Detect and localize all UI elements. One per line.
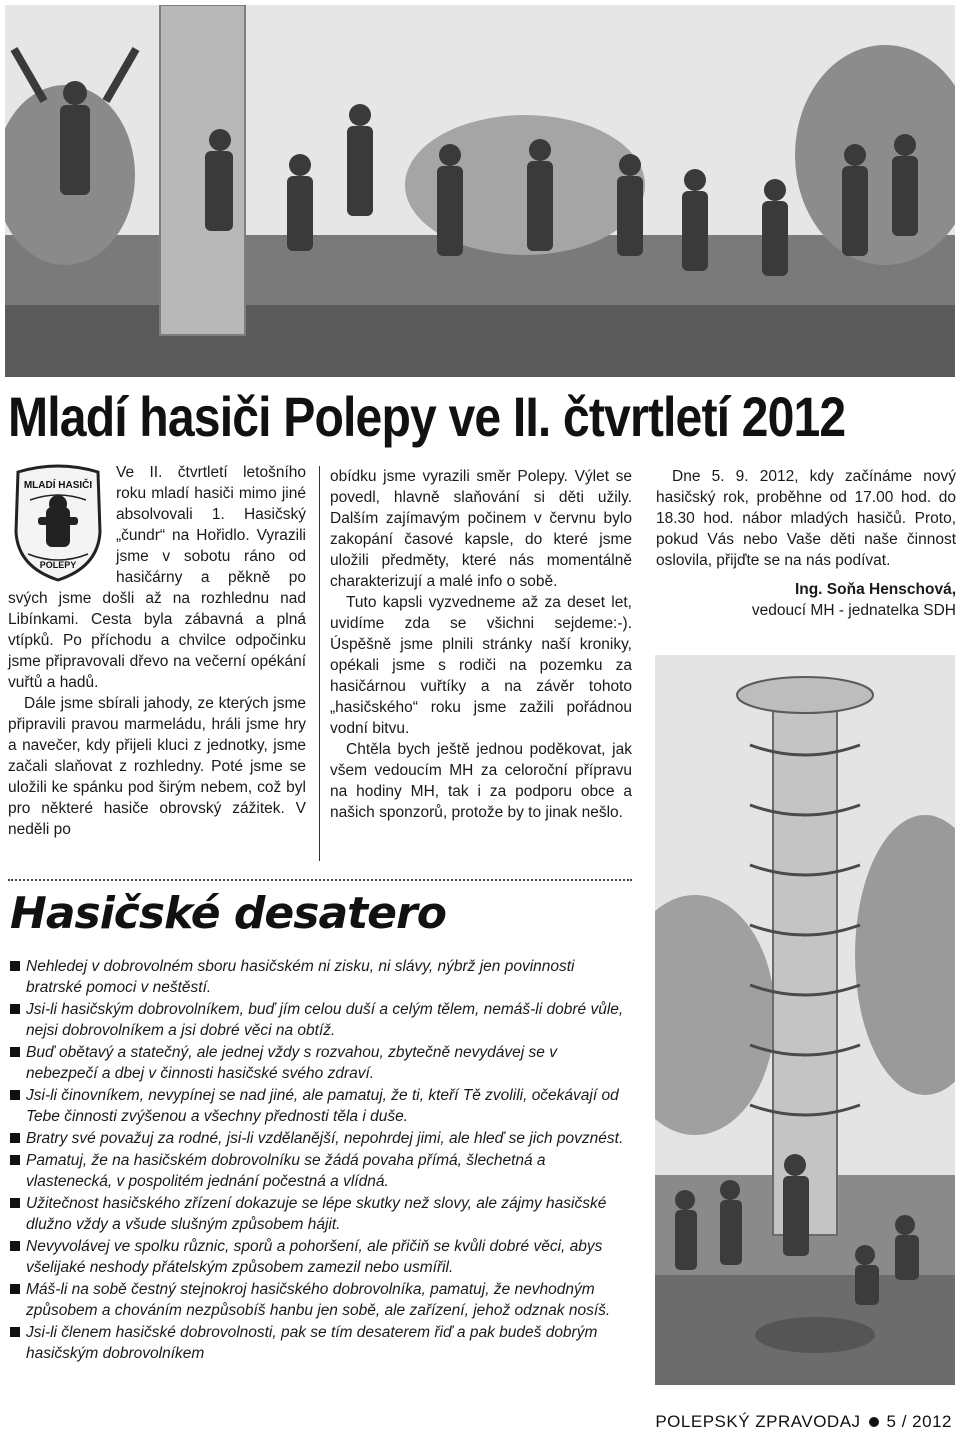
bullet-square-icon	[10, 1241, 20, 1251]
list-item: Jsi-li členem hasičské dobrovolnosti, pak se tím desaterem řiď a pak budeš dobrým hasičským dobrovolníkem	[8, 1322, 632, 1364]
publication-name: POLEPSKÝ ZPRAVODAJ	[655, 1412, 861, 1431]
article-column-2	[330, 466, 632, 823]
bullet-square-icon	[10, 1090, 20, 1100]
bullet-square-icon	[10, 1133, 20, 1143]
article-column-3	[656, 466, 956, 621]
list-item: Jsi-li činovníkem, nevypínej se nad jiné, ale pamatuj, že ti, kteří Tě zvolili, očekávají od Tebe činnosti zvýšenou a všechny přednosti těla i duše.	[8, 1085, 632, 1127]
article-paragraph: Dne 5. 9. 2012, kdy začínáme nový hasičský rok, proběhne od 17.00 hod. do 18.30 hod. nábor mladých hasičů. Proto, pokud Vás nebo Vaše děti naše činnost oslovila, přijďte se na nás podívat.	[656, 468, 956, 569]
page-title: Mladí hasiči Polepy ve II. čtvrtletí 2012	[8, 385, 846, 448]
column-divider	[319, 466, 320, 861]
bullet-square-icon	[10, 1198, 20, 1208]
bullet-square-icon	[10, 1284, 20, 1294]
author-role: vedoucí MH - jednatelka SDH	[751, 602, 956, 619]
list-item: Buď obětavý a statečný, ale jednej vždy s rozvahou, zbytečně nevydávej se v nebezpečí a dbej v činnosti hasičské svého zdraví.	[8, 1042, 632, 1084]
list-item: Nehledej v dobrovolném sboru hasičském ni zisku, ni slávy, nýbrž jen povinnosti bratrské pomoci v neštěstí.	[8, 956, 632, 998]
tower-photo	[655, 655, 955, 1385]
section-divider	[8, 879, 632, 881]
page-footer	[655, 1412, 952, 1432]
list-item: Máš-li na sobě čestný stejnokroj hasičského dobrovolníka, pamatuj, že nevhodným způsobem a chováním nezpůsobíš hanbu jen sobě, ale zařízení, jehož odznak nosíš.	[8, 1279, 632, 1321]
desatero-title: Hasičské desatero	[10, 888, 446, 939]
list-item: Nevyvolávej ve spolku různic, sporů a pohoršení, ale přičiň se kvůli dobré věci, abys všelijaké neshody přátelským způsobem zamezil nebo usmířil.	[8, 1236, 632, 1278]
bullet-square-icon	[10, 1327, 20, 1337]
article-paragraph: obídku jsme vyrazili směr Polepy. Výlet se povedl, hlavně slaňování si děti užily. Dalším zajímavým počinem v červnu bylo zakopání časové kapsle, do které jsme uložili předměty, které nás momentálně charakterizují a malé info o sobě.	[330, 468, 632, 590]
bullet-square-icon	[10, 1004, 20, 1014]
group-jump-illustration	[5, 5, 955, 377]
svg-text:POLEPY: POLEPY	[39, 560, 77, 570]
list-item: Pamatuj, že na hasičském dobrovolníku se žádá povaha přímá, šlechetná a vlastenecká, v pospolitém jednání počestná a vlídná.	[8, 1150, 632, 1192]
desatero-list	[8, 956, 632, 1365]
list-item: Užitečnost hasičského zřízení dokazuje se lépe skutky než slovy, ale zájmy hasičské dlužno vždy a všude slušným způsobem hájit.	[8, 1193, 632, 1235]
group-jump-photo	[5, 5, 955, 377]
tower-illustration	[655, 655, 955, 1385]
bullet-square-icon	[10, 961, 20, 971]
bullet-square-icon	[10, 1047, 20, 1057]
issue-number: 5 / 2012	[886, 1412, 952, 1431]
article-paragraph: Dále jsme sbírali jahody, ze kterých jsme připravili pravou marmeládu, hráli jsme hry a navečer, kdy přijeli kluci z jednotky, jsme začali slaňovat z rozhledny. Poté jsme se uložili ke spánku pod širým nebem, což byl pro některé hasiče obrovský zážitek. V neděli po	[8, 695, 306, 838]
mladi-hasici-badge-logo	[8, 462, 108, 582]
bullet-dot-icon	[869, 1417, 879, 1427]
author-name: Ing. Soňa Henschová,	[794, 581, 956, 598]
article-paragraph: Tuto kapsli vyzvedneme až za deset let, uvidíme zda se všichni sejdeme:-). Úspěšně jsme plnili stránky naší kroniky, opékali jsme s rodiči na pozemku za hasičárnou vuřtíky a na závěr tohoto „hasičského“ roku jsme zažili pořádnou vodní bitvu.	[330, 594, 632, 737]
article-paragraph: Chtěla bych ještě jednou poděkovat, jak všem vedoucím MH za celoroční přípravu na hodiny MH, tak i za podporu obce a našich sponzorů, protože by to jinak nešlo.	[330, 741, 632, 821]
list-item: Jsi-li hasičským dobrovolníkem, buď jím celou duší a celým tělem, nemáš-li dobré vůle, nejsi dobrovolníkem a jsi dobré věci na obtíž.	[8, 999, 632, 1041]
article-column-1	[8, 462, 306, 840]
bullet-square-icon	[10, 1155, 20, 1165]
svg-text:MLADÍ HASIČI: MLADÍ HASIČI	[23, 480, 93, 491]
list-item: Bratry své považuj za rodné, jsi-li vzdělanější, nepohrdej jimi, ale hleď se jich povznést.	[8, 1128, 632, 1149]
author-signature	[656, 579, 956, 621]
article-paragraph: Ve II. čtvrtletí letošního roku mladí hasiči mimo jiné absolvovali 1. Hasičský „čundr“ na Hořidlo. Vyrazili jsme v sobotu ráno od hasičárny a pěkně po svých jsme došli až na rozhlednu nad Libínkami. Cesta byla zábavná a plná vtípků. Po příchodu a chvilce odpočinku jsme připravovali dřevo na večerní opékání vuřtů a hadů.	[8, 464, 306, 691]
